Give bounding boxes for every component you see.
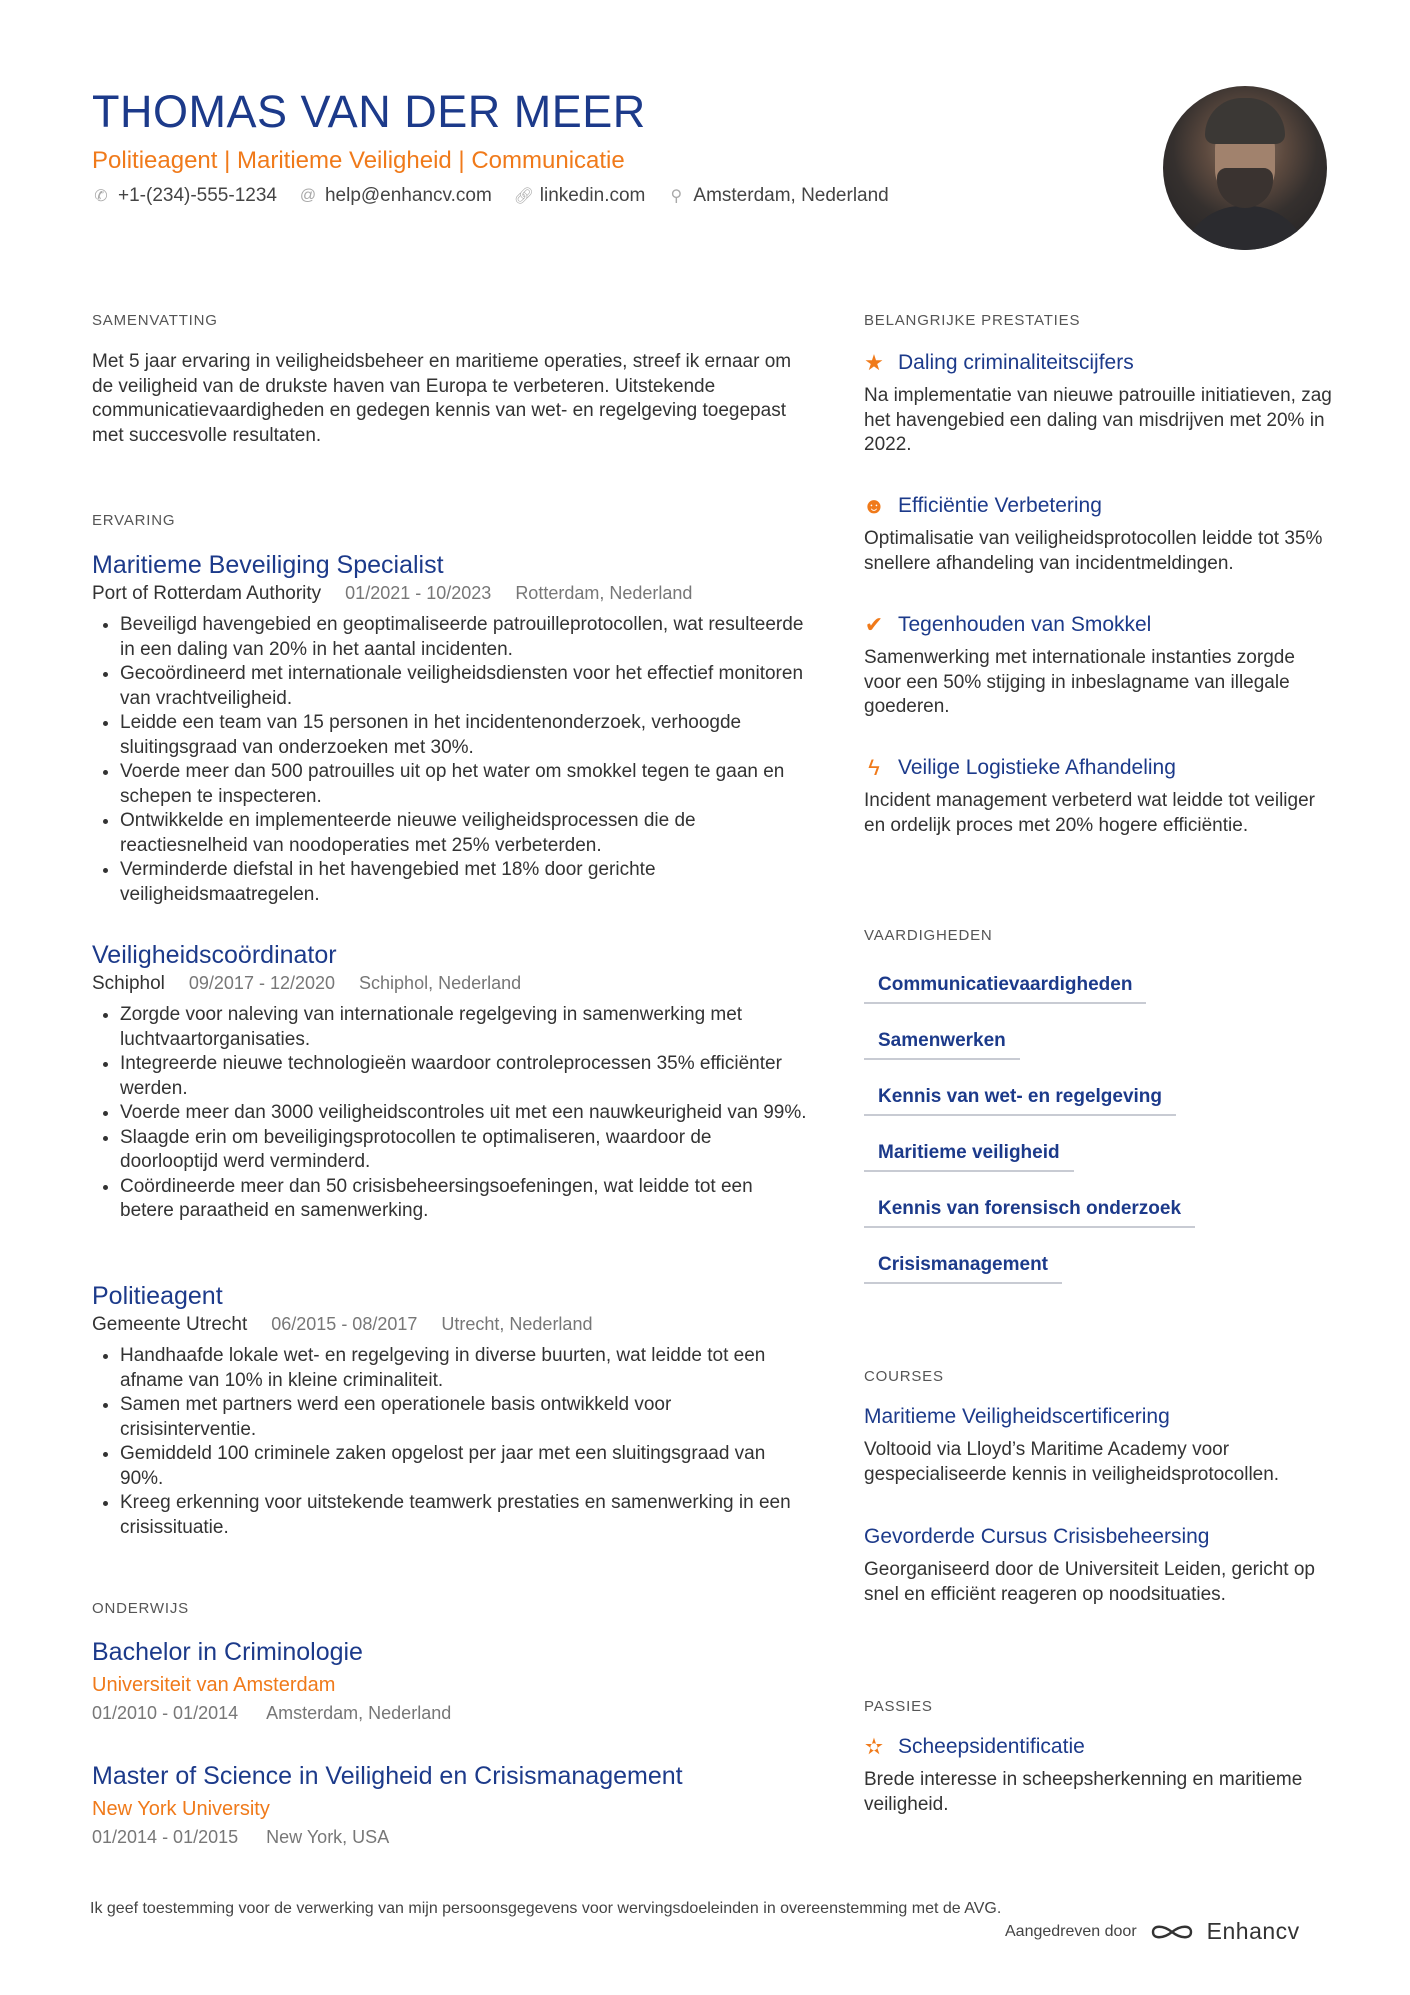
achievement-text: Na implementatie van nieuwe patrouille initiatieven, zag het havengebied een daling van misdrijven met 20% in 2022.	[864, 385, 1332, 455]
job-org: Schiphol	[92, 973, 165, 994]
job-dates: 09/2017 - 12/2020	[188, 973, 336, 993]
job-dates: 01/2021 - 10/2023	[345, 583, 492, 603]
job-bullets	[94, 1344, 810, 1540]
achievements-heading: BELANGRIJKE PRESTATIES	[864, 312, 1081, 329]
skill-tag: Kennis van wet- en regelgeving	[864, 1086, 1176, 1116]
achievement-title-text: Efficiëntie Verbetering	[898, 494, 1102, 517]
job-title: Politieagent	[92, 1282, 223, 1310]
edu-location: Amsterdam, Nederland	[266, 1703, 452, 1723]
contact-location	[667, 185, 888, 207]
list-item: • Beveiligd havengebied en geoptimaliseerde patrouilleprotocollen, wat resulteerde in een daling van 20% in het aantal incidenten.	[120, 613, 810, 662]
location-icon: ⚲	[670, 188, 683, 205]
check-icon: ✔	[864, 612, 884, 637]
skills-heading: VAARDIGHEDEN	[864, 927, 993, 944]
achievement-text: Samenwerking met internationale instanties zorgde voor een 50% stijging in inbeslagname van illegale goederen.	[864, 647, 1295, 717]
achievement-title-text: Daling criminaliteitscijfers	[898, 351, 1134, 374]
job-org: Port of Rotterdam Authority	[92, 583, 322, 604]
job-meta	[92, 583, 692, 605]
achievement-title	[862, 350, 1134, 376]
education-heading: ONDERWIJS	[92, 1600, 189, 1617]
job-title: Maritieme Beveiliging Specialist	[92, 551, 444, 579]
bolt-icon: ϟ	[868, 755, 880, 780]
contact-email-text[interactable]: help@enhancv.com	[324, 185, 492, 206]
star-icon: ★	[864, 350, 884, 375]
achievement-title	[862, 612, 1151, 638]
passion-title-text: Scheepsidentificatie	[898, 1735, 1085, 1758]
job-location: Schiphol, Nederland	[359, 973, 522, 993]
list-item: • Kreeg erkenning voor uitstekende teamwerk prestaties en samenwerking in een crisissituatie.	[120, 1491, 810, 1540]
skill-tag: Crisismanagement	[864, 1254, 1062, 1284]
job-bullets	[94, 1003, 810, 1224]
skill-tag: Maritieme veiligheid	[864, 1142, 1074, 1172]
enhancv-logo-icon	[1149, 1921, 1195, 1943]
passion-text: Brede interesse in scheepsherkenning en maritieme veiligheid.	[864, 1769, 1303, 1815]
at-icon: @	[299, 187, 317, 204]
contact-linkedin[interactable]	[514, 185, 646, 207]
edu-dates: 01/2010 - 01/2014	[92, 1703, 239, 1723]
job-org: Gemeente Utrecht	[92, 1314, 248, 1335]
edu-school: Universiteit van Amsterdam	[92, 1674, 336, 1696]
job-location: Rotterdam, Nederland	[515, 583, 693, 603]
list-item: • Handhaafde lokale wet- en regelgeving in diverse buurten, wat leidde tot een afname van 10% in kleine criminaliteit.	[120, 1344, 810, 1393]
edu-school: New York University	[92, 1798, 270, 1820]
job-title: Veiligheidscoördinator	[92, 941, 337, 969]
courses-heading: COURSES	[864, 1368, 944, 1385]
skill-tag: Communicatievaardigheden	[864, 974, 1146, 1004]
list-item: • Voerde meer dan 3000 veiligheidscontroles uit met een nauwkeurigheid van 99%.	[120, 1101, 810, 1126]
achievement-title	[862, 755, 1176, 781]
achievement-title-text: Tegenhouden van Smokkel	[898, 613, 1152, 636]
candidate-name: THOMAS VAN DER MEER	[92, 86, 646, 137]
contact-bar	[92, 185, 889, 207]
job-bullets	[94, 613, 810, 907]
list-item: • Slaagde erin om beveiligingsprotocollen te optimaliseren, waardoor de doorlooptijd werd verminderd.	[120, 1126, 810, 1175]
job-dates: 06/2015 - 08/2017	[271, 1314, 418, 1334]
contact-phone	[92, 185, 277, 207]
edu-degree: Master of Science in Veiligheid en Crisismanagement	[92, 1762, 683, 1790]
passions-heading: PASSIES	[864, 1698, 933, 1715]
powered-by-label: Aangedreven door	[1005, 1922, 1137, 1940]
job-meta	[92, 1314, 592, 1336]
course-title: Maritieme Veiligheidscertificering	[864, 1405, 1170, 1428]
list-item: • Zorgde voor naleving van internationale regelgeving in samenwerking met luchtvaartorganisaties.	[120, 1003, 810, 1052]
head-gear-icon: ☻	[862, 493, 886, 518]
list-item: • Verminderde diefstal in het havengebied met 18% door gerichte veiligheidsmaatregelen.	[120, 858, 810, 907]
list-item: • Ontwikkelde en implementeerde nieuwe veiligheidsprocessen die de reactiesnelheid van noodoperaties met 25% verbeterden.	[120, 809, 810, 858]
contact-email[interactable]	[299, 185, 492, 207]
experience-heading: ERVARING	[92, 512, 176, 529]
job-location: Utrecht, Nederland	[441, 1314, 593, 1334]
achievement-text: Incident management verbeterd wat leidde tot veiliger en ordelijk proces met 20% hogere efficiëntie.	[864, 790, 1315, 836]
list-item: • Gecoördineerd met internationale veiligheidsdiensten voor het effectief monitoren van vrachtveiligheid.	[120, 662, 810, 711]
contact-linkedin-text[interactable]: linkedin.com	[539, 185, 646, 206]
course-text: Georganiseerd door de Universiteit Leiden, gericht op snel en efficiënt reageren op noodsituaties.	[864, 1559, 1315, 1605]
link-icon: 🔗︎	[513, 188, 535, 205]
edu-degree: Bachelor in Criminologie	[92, 1638, 363, 1666]
profile-photo	[1163, 86, 1327, 250]
list-item: • Samen met partners werd een operationele basis ontwikkeld voor crisisinterventie.	[120, 1393, 810, 1442]
course-title: Gevorderde Cursus Crisisbeheersing	[864, 1525, 1210, 1548]
achievement-title	[862, 493, 1102, 519]
list-item: • Integreerde nieuwe technologieën waardoor controleprocessen 35% efficiënter werden.	[120, 1052, 810, 1101]
summary-heading: SAMENVATTING	[92, 312, 218, 329]
list-item: • Leidde een team van 15 personen in het incidentenonderzoek, verhoogde sluitingsgraad van onderzoeken met 30%.	[120, 711, 810, 760]
achievement-text: Optimalisatie van veiligheidsprotocollen leidde tot 35% snellere afhandeling van incidentmeldingen.	[864, 528, 1323, 574]
list-item: • Coördineerde meer dan 50 crisisbeheersingsoefeningen, wat leidde tot een betere paraatheid en samenwerking.	[120, 1175, 810, 1224]
contact-location-text: Amsterdam, Nederland	[693, 185, 889, 206]
course-text: Voltooid via Lloyd’s Maritime Academy voor gespecialiseerde kennis in veiligheidsprotocollen.	[864, 1439, 1280, 1485]
contact-phone-text: +1-(234)-555-1234	[118, 185, 277, 206]
edu-location: New York, USA	[266, 1827, 390, 1847]
passion-title	[862, 1734, 1085, 1760]
star-half-icon: ✫	[864, 1734, 884, 1759]
skill-tag: Kennis van forensisch onderzoek	[864, 1198, 1195, 1228]
list-item: • Voerde meer dan 500 patrouilles uit op het water om smokkel tegen te gaan en schepen te inspecteren.	[120, 760, 810, 809]
edu-meta	[92, 1703, 451, 1724]
job-meta	[92, 973, 521, 995]
summary-text: Met 5 jaar ervaring in veiligheidsbeheer en maritieme operaties, streef ik ernaar om de veiligheid van de drukste haven van Europa te verbeteren. Uitstekende communicatievaardigheden en gedegen kennis van wet- en regelgeving toegepast met succesvolle resultaten.	[92, 351, 792, 446]
candidate-subtitle: Politieagent | Maritieme Veiligheid | Communicatie	[92, 147, 625, 174]
consent-note: Ik geef toestemming voor de verwerking van mijn persoonsgegevens voor wervingsdoeleinden in overeenstemming met de AVG.	[90, 1900, 1002, 1917]
powered-by[interactable]	[1005, 1918, 1300, 1945]
edu-meta	[92, 1827, 389, 1848]
phone-icon: ✆	[94, 188, 108, 205]
list-item: • Gemiddeld 100 criminele zaken opgelost per jaar met een sluitingsgraad van 90%.	[120, 1442, 810, 1491]
skill-tag: Samenwerken	[864, 1030, 1020, 1060]
brand-name: Enhancv	[1206, 1918, 1300, 1944]
edu-dates: 01/2014 - 01/2015	[92, 1827, 239, 1847]
achievement-title-text: Veilige Logistieke Afhandeling	[898, 756, 1176, 779]
